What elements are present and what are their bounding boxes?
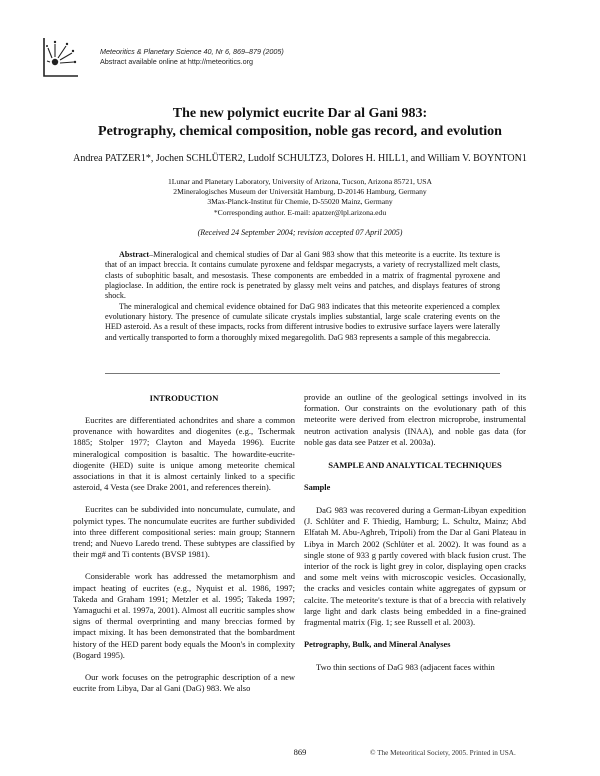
meteoritical-society-logo-icon: [38, 36, 84, 80]
affiliation-1: 1Lunar and Planetary Laboratory, University of Arizona, Tucson, Arizona 85721, USA: [168, 177, 432, 186]
petrography-subheading: Petrography, Bulk, and Mineral Analyses: [304, 640, 451, 650]
intro-paragraph-3: Considerable work has addressed the metamorphism and impact heating of eucrites (e.g., Nyquist et al. 1986, 1997; Takeda and Graham 1991; Metzler et al. 1995; Takeda 1997; Yamaguchi et al. 1997a, 2001). Almost all eucritic samples show signs of thermal overprinting and many breccias formed by impact mixing. It has been demonstrated that the bombardment history of the HED parent body equals the Moon's in complexity (Bogard 1995).: [73, 571, 295, 660]
abstract-paragraph-2: The mineralogical and chemical evidence obtained for DaG 983 indicates that this meteorite experienced a complex evolutionary history. The presence of cumulate silicate crystals implies substantial, large scale cratering events on the HED asteroid. As a result of these impacts, rocks from different intrusive bodies to extrusive surface layers were laterally and vertically transported to form a thoroughly mixed megaregolith. DaG 983 represents a sample of this megabreccia.: [105, 301, 500, 342]
introduction-heading: INTRODUCTION: [149, 393, 219, 403]
page-number: 869: [293, 747, 307, 757]
intro-paragraph-2: Eucrites can be subdivided into noncumulate, cumulate, and polymict types. The noncumulate eucrites are further subdivided into three different compositional series: main group; Stannern trend; and Nuevo Laredo trend. These subtypes are classified by their mg# and Ti contents (BVSP 1981).: [73, 504, 295, 560]
journal-online-note: Abstract available online at http://meteoritics.org: [100, 57, 254, 66]
sample-subheading: Sample: [304, 483, 331, 493]
affiliations: [0, 177, 600, 218]
received-dates: (Received 24 September 2004; revision accepted 07 April 2005): [197, 228, 403, 237]
methods-heading: SAMPLE AND ANALYTICAL TECHNIQUES: [328, 460, 502, 471]
journal-citation: Meteoritics & Planetary Science 40, Nr 6, 869–879 (2005): [100, 47, 284, 56]
copyright-notice: © The Meteoritical Society, 2005. Printed in USA.: [370, 749, 516, 757]
journal-header: [100, 47, 284, 67]
abstract-divider: [105, 373, 500, 374]
left-column: [73, 392, 295, 694]
author-list: Andrea PATZER1*, Jochen SCHLÜTER2, Ludolf SCHULTZ3, Dolores H. HILL1, and William V. BOYNTON1: [73, 153, 527, 164]
paper-title: [0, 105, 600, 141]
title-line-1: The new polymict eucrite Dar al Gani 983:: [172, 106, 428, 121]
abstract-label: Abstract: [119, 250, 150, 259]
title-line-2: Petrography, chemical composition, noble gas record, and evolution: [98, 124, 502, 139]
intro-paragraph-4: Our work focuses on the petrographic description of a new eucrite from Libya, Dar al Gani (DaG) 983. We also: [73, 672, 295, 694]
corresponding-author: *Corresponding author. E-mail: apatzer@lpl.arizona.edu: [213, 207, 387, 217]
abstract-paragraph-1: Abstract–Mineralogical and chemical studies of Dar al Gani 983 show that this meteorite is a eucrite. Its texture is that of an impact breccia. It contains cumulate pyroxene and feldspar megacrysts, a variety of recrystallized melt clasts, clasts of subophitic basalt, and mesostasis. These components are embedded in a matrix of fragmental pyroxene and plagioclase. In addition, the entire rock is penetrated by glassy melt veins and patches, and displays features of strong shock.: [105, 250, 500, 301]
sample-paragraph: DaG 983 was recovered during a German-Libyan expedition (J. Schlüter and F. Thiedig, Hamburg; L. Schultz, Mainz; Abd Elfatah M. Abu-Aghreb, Tripoli) from the Dar al Gani Plateau in Libya in March 2002 (Schlüter et al. 2002). It was found as a single stone of 933 g partly covered with black fusion crust. The interior of the rock is light grey in color, displaying open cracks and some melt veins with microscopic vesicles. Occasionally, the cracks and vesicles contain white aggregates of gypsum or calcite. The meteorite's texture is that of a breccia with relatively large light and dark clasts being embedded in a fine-grained fragmental matrix (Fig. 1; see Russell et al. 2003).: [304, 505, 526, 628]
right-column: [304, 392, 526, 673]
abstract: [105, 250, 500, 343]
intro-paragraph-1: Eucrites are differentiated achondrites and share a common provenance with howardites and diogenites (e.g., Tschermak 1885; Stolper 1977; Clayton and Mayeda 1996). Eucrite mineralogical composition is basaltic. The howardite-eucrite-diogenite (HED) suite is unique among meteorite chemical associations in that it is almost certainly linked to a specific asteroid, 4 Vesta (see Drake 2001, and references therein).: [73, 415, 295, 493]
intro-paragraph-4-continued: provide an outline of the geological settings involved in its formation. Our constraints on the evolutionary path of this meteorite were derived from electron microprobe, instrumental neutron activation analysis (INAA), and noble gas data (for noble gas data see Patzer et al. 2003a).: [304, 392, 526, 447]
petrography-paragraph: Two thin sections of DaG 983 (adjacent faces within: [316, 662, 495, 673]
affiliation-2: 2Mineralogisches Museum der Universität Hamburg, D-20146 Hamburg, Germany: [173, 187, 427, 197]
affiliation-3: 3Max-Planck-Institut für Chemie, D-55020 Mainz, Germany: [207, 197, 393, 207]
